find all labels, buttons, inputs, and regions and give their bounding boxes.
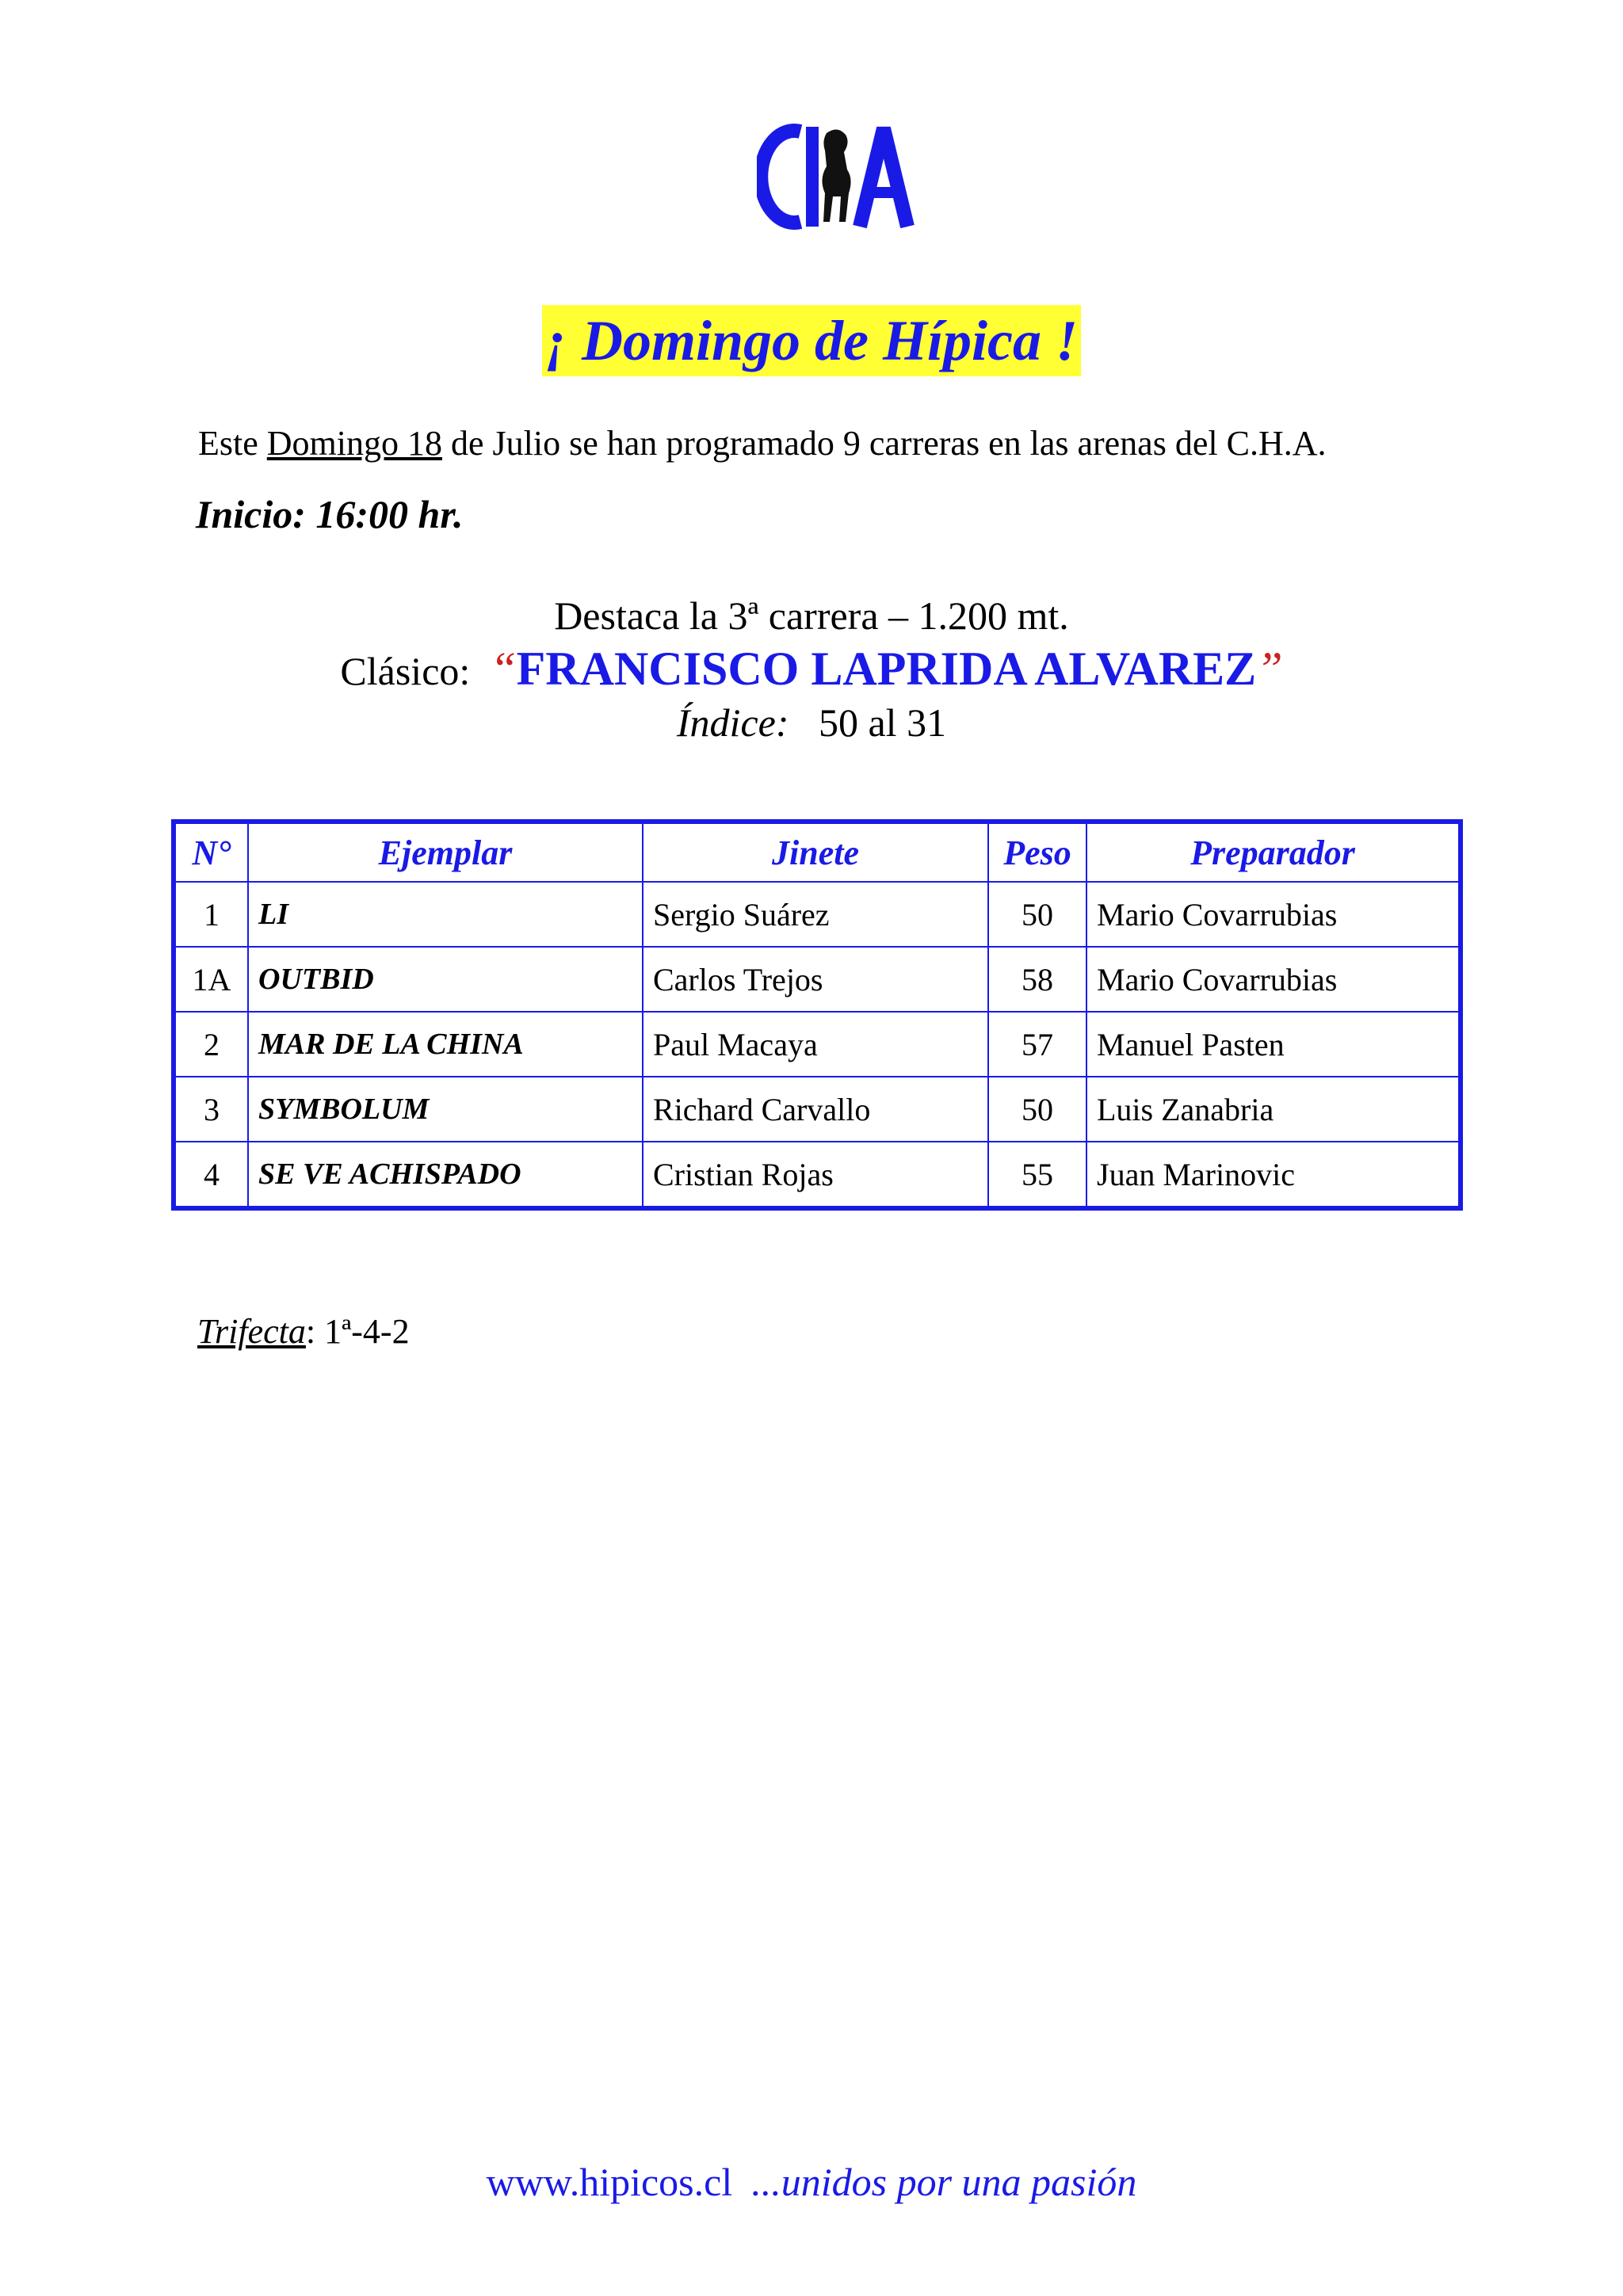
start-time: Inicio: 16:00 hr. bbox=[196, 492, 464, 536]
trifecta-value: : 1ª-4-2 bbox=[305, 1312, 410, 1351]
index-value: 50 al 31 bbox=[818, 700, 947, 745]
header-num: N° bbox=[174, 822, 248, 882]
cell-jockey: Cristian Rojas bbox=[643, 1142, 988, 1208]
table-row bbox=[174, 947, 1461, 1012]
cell-trainer: Mario Covarrubias bbox=[1086, 947, 1461, 1012]
classic-close-quote: ” bbox=[1256, 643, 1283, 695]
footer-site-link[interactable]: www.hipicos.cl bbox=[486, 2160, 733, 2204]
classic-open-quote: “ bbox=[490, 643, 517, 695]
footer bbox=[0, 2159, 1623, 2205]
cell-num: 4 bbox=[174, 1142, 248, 1208]
classic-name: FRANCISCO LAPRIDA ALVAREZ bbox=[516, 643, 1257, 695]
index-label: Índice: bbox=[676, 700, 789, 745]
title-container bbox=[0, 305, 1623, 376]
cell-jockey: Sergio Suárez bbox=[643, 882, 988, 947]
cell-num: 3 bbox=[174, 1077, 248, 1142]
intro-day: Domingo 18 bbox=[266, 424, 442, 463]
intro-text bbox=[198, 420, 1327, 467]
table-row bbox=[174, 882, 1461, 947]
trifecta-label: Trifecta bbox=[197, 1312, 306, 1351]
table-row bbox=[174, 1012, 1461, 1077]
cell-horse: OUTBID bbox=[248, 947, 643, 1012]
cell-horse: SE VE ACHISPADO bbox=[248, 1142, 643, 1208]
cell-weight: 50 bbox=[988, 1077, 1086, 1142]
footer-motto: ...unidos por una pasión bbox=[751, 2160, 1137, 2204]
cell-num: 2 bbox=[174, 1012, 248, 1077]
cell-trainer: Mario Covarrubias bbox=[1086, 882, 1461, 947]
cell-horse: SYMBOLUM bbox=[248, 1077, 643, 1142]
table-row bbox=[174, 1142, 1461, 1208]
cell-jockey: Richard Carvallo bbox=[643, 1077, 988, 1142]
intro-part1: Este bbox=[198, 424, 267, 463]
table-header-row bbox=[174, 822, 1461, 882]
header-horse: Ejemplar bbox=[248, 822, 643, 882]
header-trainer: Preparador bbox=[1086, 822, 1461, 882]
cell-num: 1A bbox=[174, 947, 248, 1012]
highlight-race: Destaca la 3ª carrera – 1.200 mt. bbox=[554, 593, 1069, 638]
cha-logo bbox=[757, 117, 915, 236]
header-weight: Peso bbox=[988, 822, 1086, 882]
table-row bbox=[174, 1077, 1461, 1142]
classic-label: Clásico: bbox=[340, 649, 471, 693]
race-table bbox=[171, 819, 1463, 1211]
cell-weight: 50 bbox=[988, 882, 1086, 947]
cell-trainer: Juan Marinovic bbox=[1086, 1142, 1461, 1208]
index-line bbox=[0, 697, 1623, 748]
cell-jockey: Paul Macaya bbox=[643, 1012, 988, 1077]
cell-weight: 57 bbox=[988, 1012, 1086, 1077]
cell-num: 1 bbox=[174, 882, 248, 947]
cell-horse: MAR DE LA CHINA bbox=[248, 1012, 643, 1077]
cell-jockey: Carlos Trejos bbox=[643, 947, 988, 1012]
trifecta-line bbox=[197, 1311, 410, 1352]
cell-horse: LI bbox=[248, 882, 643, 947]
cell-weight: 55 bbox=[988, 1142, 1086, 1208]
header-jockey: Jinete bbox=[643, 822, 988, 882]
cell-trainer: Luis Zanabria bbox=[1086, 1077, 1461, 1142]
classic-line bbox=[0, 643, 1623, 696]
intro-part2: de Julio se han programado 9 carreras en las arenas del C.H.A. bbox=[442, 424, 1327, 463]
page-title: ¡ Domingo de Hípica ! bbox=[542, 305, 1081, 376]
cell-weight: 58 bbox=[988, 947, 1086, 1012]
cell-trainer: Manuel Pasten bbox=[1086, 1012, 1461, 1077]
